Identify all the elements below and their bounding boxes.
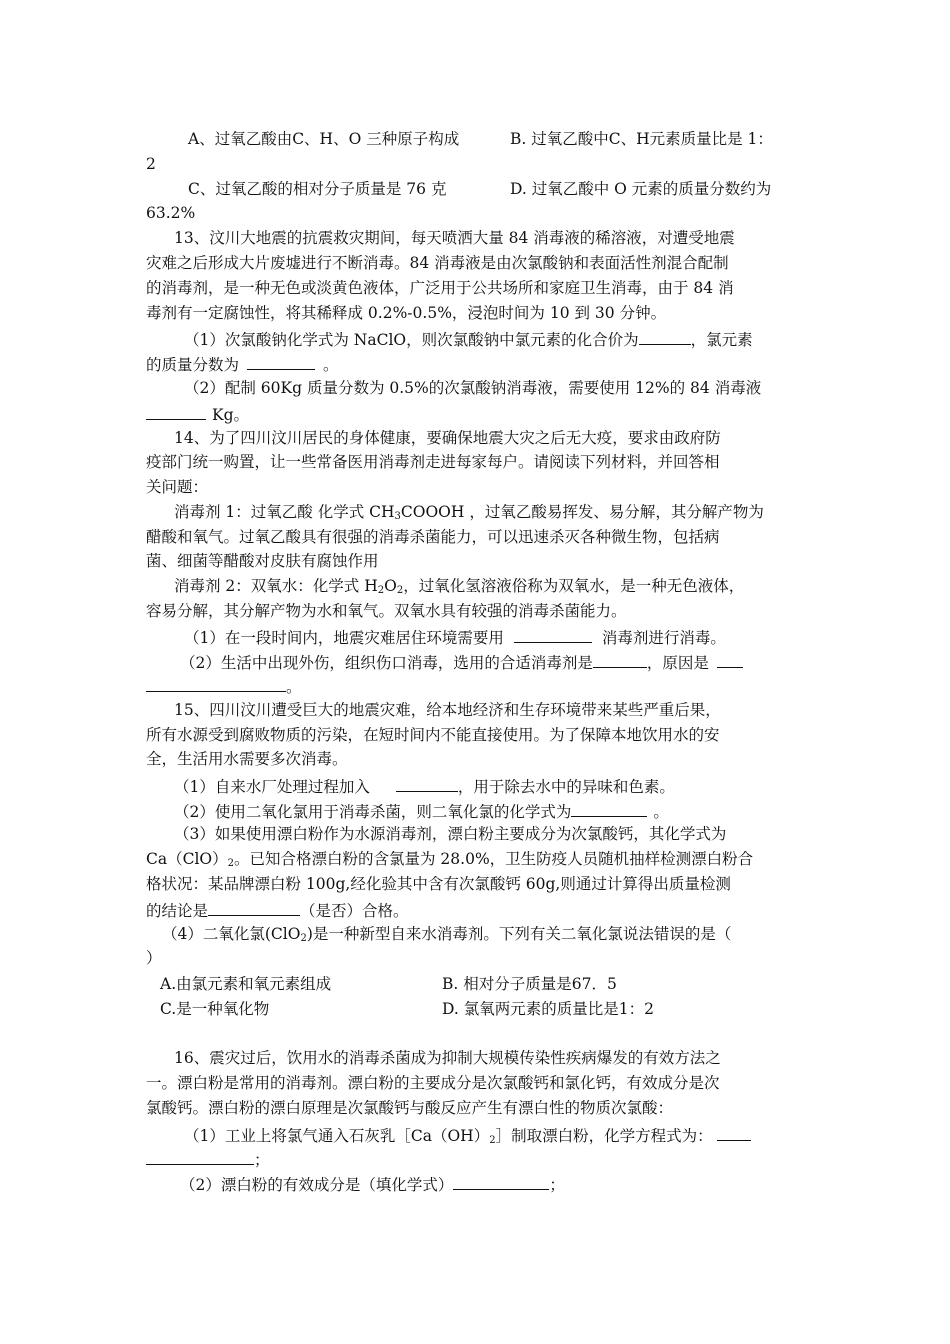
q15-part-1	[174, 773, 675, 800]
q14-disinfectant-2-line-2: 容易分解，其分解产物为水和氧气。双氧水具有较强的消毒杀菌能力。	[146, 602, 627, 620]
q12-option-b: B. 过氧乙酸中C、H元素质量比是 1：	[510, 130, 773, 148]
q13-line-1: 13、汶川大地震的抗震救灾期间，每天喷洒大量 84 消毒液的稀溶液，对遭受地震	[174, 229, 735, 247]
q15-line-3: 全，生活用水需要多次消毒。	[146, 750, 348, 768]
q14-line-2: 疫部门统一购置，让一些常备医用消毒剂走进每家每户。请阅读下列材料，并回答相	[146, 453, 720, 471]
q15-part-3-text: 。已知合格漂白粉的含氯量为 28.0%，卫生防疫人员随机抽样检测漂白粉合	[234, 850, 754, 868]
q15-part-4-close: ）	[146, 949, 162, 967]
q14-disinfectant-2-text-2: ，过氧化氢溶液俗称为双氧水，是一种无色液体，	[403, 577, 745, 595]
q13-line-4: 毒剂有一定腐蚀性，将其稀释成 0.2%-0.5%，浸泡时间为 10 到 30 分钟。	[146, 304, 667, 322]
q14-line-1: 14、为了四川汶川居民的身体健康，要确保地震大灾之后无大疫，要求由政府防	[174, 429, 721, 447]
q14-disinfectant-1-line-2: 醋酸和氧气。过氧乙酸具有很强的消毒杀菌能力，可以迅速杀灭各种微生物，包括病	[146, 528, 720, 546]
q15-part-1-text: （1）自来水厂处理过程加入	[174, 778, 370, 796]
q16-part-1-cont	[146, 1146, 270, 1173]
q15-option-b: B. 相对分子质量是67．5	[442, 975, 617, 993]
q14-formula-subscript-2: 2	[396, 585, 404, 596]
q15-part-2-text: （2）使用二氧化氯用于消毒杀菌，则二氧化氯的化学式为	[174, 803, 572, 821]
q12-option-d: D. 过氧乙酸中 O 元素的质量分数约为	[510, 180, 772, 198]
q14-part-2-text-2: ，原因是	[646, 654, 709, 672]
q16-part-2-text: （2）漂白粉的有效成分是（填化学式）	[180, 1176, 454, 1194]
q14-answer-blank-3[interactable]	[717, 649, 743, 668]
q16-formula-subscript: 2	[489, 1135, 496, 1146]
q13-part-1-cont	[146, 351, 339, 378]
q14-disinfectant-2-text: 消毒剂 2：双氧水：化学式 H	[174, 577, 378, 595]
q15-part-4-subscript: 2	[300, 933, 307, 944]
q16-answer-blank-1-cont[interactable]	[146, 1146, 254, 1165]
q16-part-2-text-2: ；	[549, 1176, 565, 1194]
q16-part-1-text-2: ］制取漂白粉，化学方程式为：	[495, 1127, 713, 1145]
q13-answer-blank-2[interactable]	[247, 351, 315, 370]
q14-disinfectant-1	[174, 500, 764, 525]
q14-answer-blank-2[interactable]	[593, 649, 647, 668]
q16-line-1: 16、震灾过后，饮用水的消毒杀菌成为抑制大规模传染性疾病爆发的有效方法之	[174, 1049, 721, 1067]
q16-line-2: 一。漂白粉是常用的消毒剂。漂白粉的主要成分是次氯酸钙和氯化钙，有效成分是次	[146, 1074, 720, 1092]
q16-line-3: 氯酸钙。漂白粉的漂白原理是次氯酸钙与酸反应产生有漂白性的物质次氯酸：	[146, 1099, 674, 1117]
q15-part-1-text-2: ，用于除去水中的异味和色素。	[457, 778, 675, 796]
q14-part-1-text-2: 消毒剂进行消毒。	[601, 629, 726, 647]
q15-formula-ca-clo: Ca（ClO）	[146, 850, 228, 868]
q13-line-3: 的消毒剂，是一种无色或淡黄色液体，广泛用于公共场所和家庭卫生消毒，由于 84 消	[146, 279, 734, 297]
q14-part-2-text: （2）生活中出现外伤，组织伤口消毒，选用的合适消毒剂是	[180, 654, 593, 672]
q13-part-2: （2）配制 60Kg 质量分数为 0.5%的次氯酸钠消毒液，需要使用 12%的 84 消毒液	[184, 379, 762, 397]
q13-part-1-text-4: 。	[323, 356, 339, 374]
q12-option-b-cont: 2	[146, 155, 156, 173]
q14-disinfectant-1-text: 消毒剂 1：过氧乙酸 化学式 CH	[174, 503, 395, 521]
q13-part-2-cont	[146, 401, 249, 428]
q15-line-2: 所有水源受到腐败物质的污染，在短时间内不能直接使用。为了保障本地饮用水的安	[146, 726, 720, 744]
q15-line-1: 15、四川汶川遭受巨大的地震灾难，给本地经济和生存环境带来某些严重后果，	[174, 701, 721, 719]
q12-option-c: C、过氧乙酸的相对分子质量是 76 克	[188, 180, 447, 198]
q14-disinfectant-2	[174, 574, 744, 599]
q14-answer-blank-1[interactable]	[514, 624, 592, 643]
q14-line-3: 关问题：	[146, 478, 209, 496]
q14-formula-subscript-1: 2	[377, 585, 385, 596]
q14-part-2-text-3: 。	[286, 678, 302, 696]
q15-part-2-text-2: 。	[653, 803, 669, 821]
q13-part-1	[184, 326, 753, 353]
q16-part-1	[184, 1122, 751, 1149]
q14-disinfectant-1-line-3: 菌、细菌等醋酸对皮肤有腐蚀作用	[146, 552, 379, 570]
q15-part-3: （3）如果使用漂白粉作为水源消毒剂，漂白粉主要成分为次氯酸钙，其化学式为	[174, 825, 727, 843]
q15-answer-blank-1[interactable]	[396, 773, 458, 792]
q15-part-3-line-2	[146, 847, 753, 872]
q13-answer-blank-1[interactable]	[639, 326, 691, 345]
q15-part-3-line-3: 格状况：某品牌漂白粉 100g,经化验其中含有次氯酸钙 60g,则通过计算得出质量检测	[146, 875, 731, 893]
q13-part-1-text: （1）次氯酸钠化学式为 NaClO，则次氯酸钠中氯元素的化合价为	[184, 331, 639, 349]
q13-part-2-text: Kg。	[212, 406, 250, 424]
q15-answer-blank-2[interactable]	[571, 798, 647, 817]
q16-answer-blank-2[interactable]	[453, 1171, 549, 1190]
q14-part-2	[180, 649, 743, 676]
q15-part-4	[162, 922, 731, 947]
q13-part-1-text-3: 的质量分数为	[146, 356, 240, 374]
q15-formula-subscript: 2	[227, 858, 234, 869]
q14-disinfectant-1-text-2: COOOH ，过氧乙酸易挥发、易分解，其分解产物为	[400, 503, 764, 521]
q16-answer-blank-1[interactable]	[717, 1122, 751, 1141]
q14-answer-blank-3-cont[interactable]	[146, 673, 286, 692]
q15-option-a: A.由氯元素和氧元素组成	[160, 975, 332, 993]
q16-part-2	[180, 1171, 565, 1198]
q15-part-3-text-3: （是否）合格。	[300, 902, 409, 920]
q13-part-1-text-2: ，氯元素	[690, 331, 753, 349]
q14-part-2-cont	[146, 673, 302, 700]
q15-part-2	[174, 798, 669, 825]
q16-part-1-text: （1）工业上将氯气通入石灰乳［Ca（OH）	[184, 1127, 490, 1145]
q13-line-2: 灾难之后形成大片废墟进行不断消毒。84 消毒液是由次氯酸钠和表面活性剂混合配制	[146, 254, 729, 272]
q15-part-4-text: （4）二氧化氯(ClO	[162, 925, 301, 943]
q12-option-a: A、过氧乙酸由C、H、O 三种原子构成	[188, 130, 460, 148]
q15-part-3-line-4	[146, 897, 409, 924]
q13-answer-blank-3[interactable]	[146, 401, 206, 420]
q12-option-d-cont: 63.2%	[146, 204, 196, 222]
q15-part-3-text-2: 的结论是	[146, 902, 209, 920]
q15-part-4-text-2: )是一种新型自来水消毒剂。下列有关二氧化氯说法错误的是（	[306, 925, 732, 943]
q14-part-1-text: （1）在一段时间内，地震灾难居住环境需要用	[184, 629, 504, 647]
q14-part-1	[184, 624, 726, 651]
q14-formula-o: O	[384, 577, 397, 595]
q16-part-1-text-3: ；	[254, 1151, 270, 1169]
q14-formula-subscript: 3	[394, 511, 401, 522]
q15-option-d: D. 氯氧两元素的质量比是1：2	[442, 1000, 654, 1018]
q15-option-c: C.是一种氧化物	[160, 1000, 270, 1018]
q15-answer-blank-3[interactable]	[208, 897, 300, 916]
